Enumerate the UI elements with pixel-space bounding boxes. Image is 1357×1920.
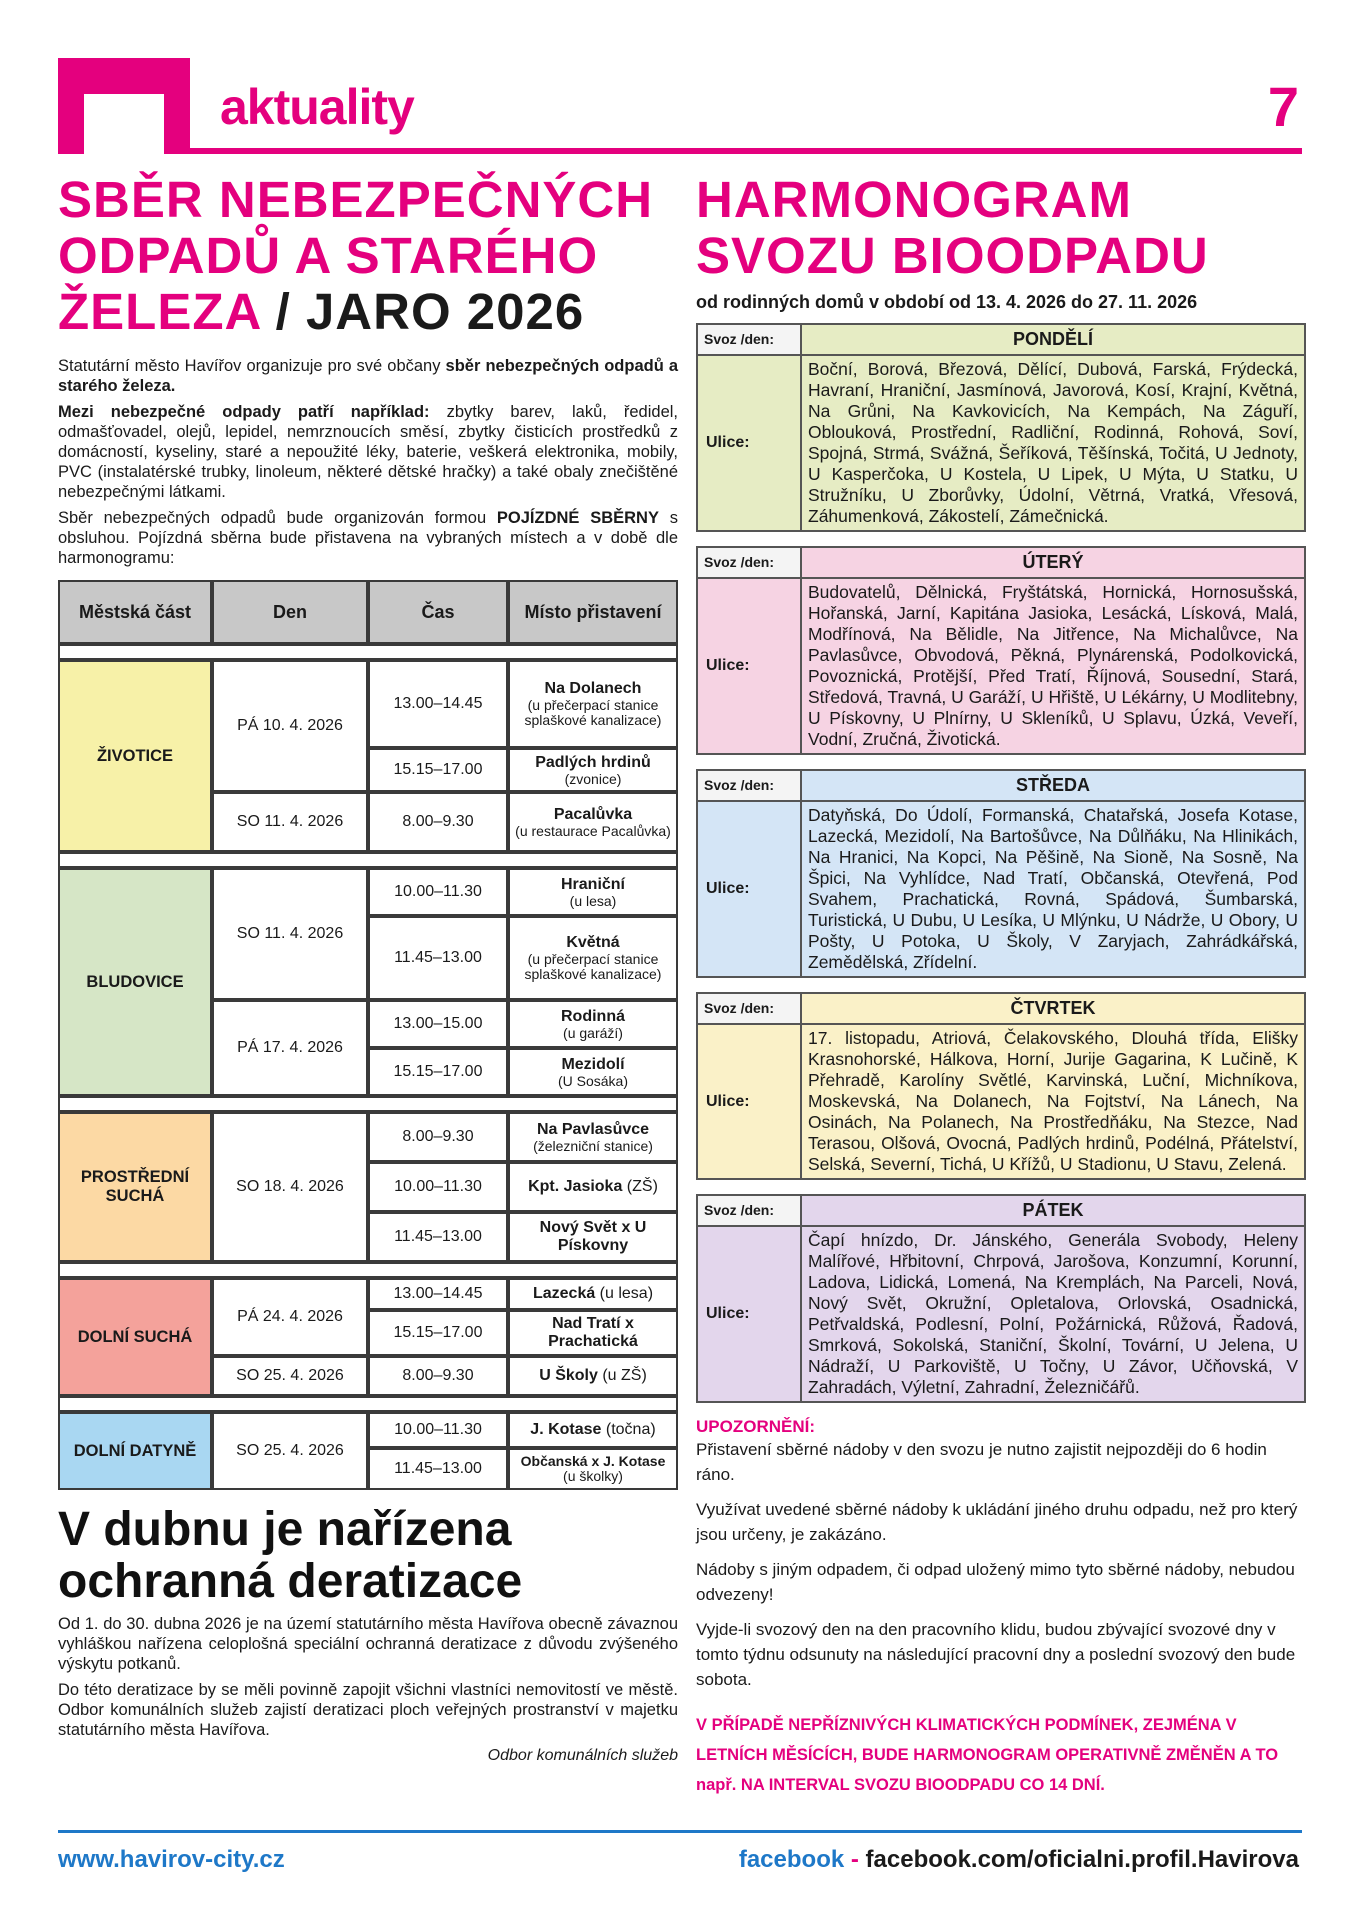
day-label: Svoz /den: [698, 994, 802, 1025]
place-cell [508, 1048, 678, 1096]
day-name-wednesday: STŘEDA [802, 771, 1304, 802]
warning-paragraph-1: Přistavení sběrné nádoby v den svozu je nutno zajistit nejpozději do 6 hodin ráno. [696, 1440, 1267, 1484]
place-name: Kpt. Jasioka [528, 1178, 623, 1195]
streets-monday: Boční, Borová, Březová, Dělící, Dubová, Farská, Frýdecká, Havraní, Hraniční, Jasmínová, Javorová, Kosí, Krajní, Květná, Na Grůni, Na Kavkovicích, Na Kempách, Na Záguří, Oblouková, Prostřední, Radliční, Rodinná, Rohová, Soví, Spojná, Strmá, Svážná, Šeříková, Těšínská, Točitá, U Jednoty, U Kasperčoka, U Kostela, U Lipek, U Mýta, U Statku, U Stružníku, U Zborůvky, Údolní, Větrná, Vratká, Vřesová, Záhumenková, Zákostelí, Zámečnická. [802, 356, 1304, 530]
intro-p2-bold: Mezi nebezpečné odpady patří například: [58, 403, 430, 421]
hazardous-title-line1: SBĚR NEBEZPEČNÝCH [58, 171, 654, 228]
district-prostredni-sucha: PROSTŘEDNÍ SUCHÁ [58, 1112, 212, 1262]
place-cell [508, 792, 678, 852]
place-detail: (zvonice) [564, 770, 622, 787]
place-detail: (U Sosáka) [557, 1072, 629, 1089]
streets-label: Ulice: [698, 356, 802, 530]
left-column [58, 172, 678, 1766]
page-number: 7 [1267, 75, 1299, 138]
bio-title-line2: SVOZU BIOODPADU [696, 227, 1209, 284]
place-detail: (u ZŠ) [597, 1367, 647, 1384]
footer-facebook [739, 1846, 1299, 1874]
streets-wednesday: Datyňská, Do Údolí, Formanská, Chatařská, Josefa Kotase, Lazecká, Mezidolí, Na Bartošůvce, Na Důlňáku, Na Hlinikách, Na Hranici, Na Kopci, Na Pěšině, Na Sioně, Na Sosně, Na Špici, Na Vyhlídce, Nad Tratí, Občanská, Otevřená, Pod Svahem, Prachatická, Rovná, Spádová, Šumbarská, Turistická, U Dubu, U Lesíka, U Mlýnku, U Nádrže, U Obory, U Pošty, U Potoka, U Školy, V Zaryjach, Zahrádkářská, Zemědělská, Zřídelní. [802, 802, 1304, 976]
hazardous-title-line3: ŽELEZA [58, 283, 261, 340]
place-cell: Nový Svět x U Pískovny [508, 1212, 678, 1262]
col-header-time: Čas [368, 580, 508, 644]
date-cell: SO 11. 4. 2026 [212, 868, 368, 1000]
place-detail: (železniční stanice) [533, 1137, 653, 1154]
streets-friday: Čapí hnízdo, Dr. Jánského, Generála Svobody, Heleny Malířové, Hřbitovní, Chrpová, Jarošova, Konzumní, Korunní, Ladova, Lidická, Lomená, Na Kremplách, Na Parceli, Nová, Nový Svět, Okružní, Opletalova, Orlovská, Osadnická, Petřvaldská, Podlesní, Polní, Požárnická, Růžová, Řadová, Smrková, Sokolská, Staniční, Školní, Tovární, U Jelena, U Nádraží, U Parkoviště, U Točny, U Závor, Učňovská, V Zahradách, Výletní, Zahradní, Železničářů. [802, 1227, 1304, 1401]
date-cell: SO 11. 4. 2026 [212, 792, 368, 852]
place-detail: (u školky) [563, 1468, 623, 1484]
day-name-thursday: ČTVRTEK [802, 994, 1304, 1025]
time-cell: 11.45–13.00 [368, 1212, 508, 1262]
facebook-link[interactable]: facebook.com/oficialni.profil.Havirova [865, 1846, 1299, 1873]
deratization-paragraph-2: Do této deratizace by se měli povinně zapojit všichni vlastníci nemovitostí ve městě. Odbor komunálních služeb zajistí deratizaci ploch veřejných prostranství v majetku statutárního města Havířova. [58, 1681, 678, 1739]
district-zivotice: ŽIVOTICE [58, 660, 212, 852]
schedule-friday [696, 1194, 1306, 1403]
day-label: Svoz /den: [698, 325, 802, 356]
place-name: Pacalůvka [553, 805, 633, 823]
table-row [58, 1112, 678, 1162]
deratization-title-line2: ochranná deratizace [58, 1555, 523, 1608]
time-cell: 13.00–15.00 [368, 1000, 508, 1048]
time-cell: 11.45–13.00 [368, 916, 508, 1000]
date-cell: SO 25. 4. 2026 [212, 1356, 368, 1396]
time-cell: 8.00–9.30 [368, 1112, 508, 1162]
time-cell: 15.15–17.00 [368, 748, 508, 792]
place-detail: (u restaurace Pacalůvka) [515, 822, 671, 839]
time-cell: 10.00–11.30 [368, 1412, 508, 1448]
time-cell: 11.45–13.00 [368, 1448, 508, 1490]
place-cell [508, 868, 678, 916]
place-name: Hraniční [560, 875, 625, 893]
place-cell [508, 1356, 678, 1396]
place-name: Občanská x J. Kotase [520, 1453, 666, 1469]
place-cell: Nad Tratí x Prachatická [508, 1310, 678, 1356]
time-cell: 15.15–17.00 [368, 1310, 508, 1356]
intro-p1-text: Statutární město Havířov organizuje pro své občany [58, 357, 446, 375]
right-column [696, 172, 1306, 1800]
place-cell [508, 1412, 678, 1448]
schedule-tuesday [696, 546, 1306, 755]
place-detail: (u lesa) [595, 1285, 654, 1302]
day-label: Svoz /den: [698, 548, 802, 579]
date-cell: SO 18. 4. 2026 [212, 1112, 368, 1262]
time-cell: 13.00–14.45 [368, 660, 508, 748]
bio-title [696, 172, 1306, 284]
table-row [58, 1278, 678, 1310]
intro-paragraph-2 [58, 402, 678, 502]
place-name: Mezidolí [561, 1055, 625, 1073]
col-header-place: Místo přistavení [508, 580, 678, 644]
footer-rule [58, 1830, 1302, 1833]
section-logo-notch [84, 94, 164, 154]
place-cell [508, 1112, 678, 1162]
deratization-text [58, 1614, 678, 1766]
hazardous-title [58, 172, 678, 340]
day-name-tuesday: ÚTERÝ [802, 548, 1304, 579]
place-detail: (u lesa) [569, 892, 617, 909]
schedule-thursday [696, 992, 1306, 1180]
deratization-title [58, 1504, 678, 1608]
time-cell: 13.00–14.45 [368, 1278, 508, 1310]
warning-paragraph-4: Vyjde-li svozový den na den pracovního klidu, budou zbývající svozové dny v tomto týdnu odsunuty na následující pracovní dny a poslední svozový den bude sobota. [696, 1620, 1296, 1689]
intro-p1-bold: sběr nebezpečných odpadů a starého železa. [58, 357, 679, 395]
place-cell [508, 916, 678, 1000]
schedule-wednesday [696, 769, 1306, 978]
time-cell: 10.00–11.30 [368, 868, 508, 916]
bio-title-line1: HARMONOGRAM [696, 171, 1132, 228]
place-cell [508, 660, 678, 748]
streets-tuesday: Budovatelů, Dělnická, Fryštátská, Hornická, Hornosušská, Hořanská, Jarní, Kapitána Jasioka, Lesácká, Lísková, Malá, Modřínová, Na Bělidle, Na Jitřence, Na Michalůvce, Na Pavlasůvce, Obvodová, Pěkná, Plynárenská, Podolkovická, Povoznická, Protější, Před Tratí, Říjnová, Sousední, Stará, Středová, Travná, U Garáží, U Hřiště, U Lékárny, U Modlitebny, U Pískovny, U Plnírny, U Skleníků, U Splavu, Úzká, Veveří, Vodní, Zručná, Životická. [802, 579, 1304, 753]
place-detail: (u přečerpací stanice splaškové kanalizace) [524, 697, 662, 728]
weather-notice: V PŘÍPADĚ NEPŘÍZNIVÝCH KLIMATICKÝCH PODMÍNEK, ZEJMÉNA V LETNÍCH MĚSÍCÍCH, BUDE HARMONOGRAM OPERATIVNĚ ZMĚNĚN A TO např. NA INTERVAL SVOZU BIOODPADU CO 14 DNÍ. [696, 1716, 1279, 1794]
warning-title: UPOZORNĚNÍ: [696, 1417, 815, 1436]
place-detail: (u přečerpací stanice splaškové kanalizace) [524, 951, 662, 982]
section-title: aktuality [220, 79, 414, 135]
place-cell [508, 1448, 678, 1490]
date-cell: SO 25. 4. 2026 [212, 1412, 368, 1490]
streets-thursday: 17. listopadu, Atriová, Čelakovského, Dlouhá třída, Elišky Krasnohorské, Hálkova, Horní, Jurije Gagarina, K Lučině, K Přehradě, Karolíny Světlé, Karvinská, Luční, Michníkova, Moskevská, Na Dolanech, Na Fojtství, Na Lánech, Na Osinách, Na Polanech, Na Prostředňáku, Na Stezce, Nad Terasou, Olšová, Ovocná, Padlých hrdinů, Podélná, Přátelství, Selská, Severní, Tichá, U Křížů, U Stadionu, U Stavu, Zelená. [802, 1025, 1304, 1178]
deratization-paragraph-1: Od 1. do 30. dubna 2026 je na území statutárního města Havířova obecně závaznou vyhláškou nařízena celoplošná speciální ochranná deratizace z důvodu zvýšeného výskytu potkanů. [58, 1615, 678, 1673]
district-dolni-datyne: DOLNÍ DATYNĚ [58, 1412, 212, 1490]
district-bludovice: BLUDOVICE [58, 868, 212, 1096]
table-row [58, 868, 678, 916]
place-cell [508, 1162, 678, 1212]
intro-paragraph-1 [58, 356, 678, 396]
collection-schedule-table [58, 580, 678, 1490]
place-name: U Školy [539, 1367, 598, 1384]
streets-label: Ulice: [698, 579, 802, 753]
day-label: Svoz /den: [698, 1196, 802, 1227]
date-cell: PÁ 10. 4. 2026 [212, 660, 368, 792]
date-cell: PÁ 24. 4. 2026 [212, 1278, 368, 1356]
warning-paragraph-3: Nádoby s jiným odpadem, či odpad uložený mimo tyto sběrné nádoby, nebudou odvezeny! [696, 1560, 1295, 1604]
table-row [58, 1412, 678, 1448]
day-name-friday: PÁTEK [802, 1196, 1304, 1227]
table-row [58, 660, 678, 748]
place-name: Na Pavlasůvce [536, 1120, 650, 1138]
place-name: Lazecká [532, 1285, 596, 1302]
place-cell [508, 1278, 678, 1310]
streets-label: Ulice: [698, 1227, 802, 1401]
bio-warning [696, 1417, 1306, 1800]
intro-p3-text: Sběr nebezpečných odpadů bude organizován formou [58, 509, 497, 527]
intro-p3-bold: POJÍZDNÉ SBĚRNY [496, 509, 659, 527]
place-detail: (točna) [601, 1421, 656, 1438]
day-label: Svoz /den: [698, 771, 802, 802]
col-header-part: Městská část [58, 580, 212, 644]
hazardous-title-suffix: / JARO 2026 [260, 283, 585, 340]
place-name: Padlých hrdinů [535, 753, 651, 771]
place-detail: (u garáží) [563, 1024, 623, 1041]
warning-paragraph-2: Využívat uvedené sběrné nádoby k ukládání jiného druhu odpadu, než pro který jsou určeny, je zakázáno. [696, 1500, 1298, 1544]
deratization-title-line1: V dubnu je nařízena [58, 1503, 512, 1556]
place-name: Na Dolanech [544, 680, 642, 697]
district-dolni-sucha: DOLNÍ SUCHÁ [58, 1278, 212, 1396]
schedule-monday [696, 323, 1306, 532]
place-cell [508, 748, 678, 792]
facebook-separator: - [844, 1846, 866, 1873]
bio-period: od rodinných domů v období od 13. 4. 2026 do 27. 11. 2026 [696, 292, 1198, 312]
streets-label: Ulice: [698, 1025, 802, 1178]
table-header-row [58, 580, 678, 644]
place-name: Květná [566, 934, 620, 951]
time-cell: 8.00–9.30 [368, 1356, 508, 1396]
facebook-label: facebook [738, 1846, 845, 1873]
intro-p2-text: zbytky barev, laků, ředidel, odmašťovadel, olejů, lepidel, nemrznoucích směsí, zbytky čisticích prostředků z domácností, kyseliny, staré a nepoužité léky, baterie, veškerá elektronika, mobily, PVC (instalatérské trubky, linoleum, některé dětské hračky) a také obaly znečištěné nebezpečnými látkami. [58, 403, 678, 501]
col-header-day: Den [212, 580, 368, 644]
place-name: Rodinná [561, 1007, 625, 1025]
time-cell: 15.15–17.00 [368, 1048, 508, 1096]
place-name: J. Kotase [530, 1421, 602, 1438]
deratization-signature: Odbor komunálních služeb [487, 1747, 678, 1764]
header-rule [190, 148, 1302, 154]
time-cell: 8.00–9.30 [368, 792, 508, 852]
date-cell: PÁ 17. 4. 2026 [212, 1000, 368, 1096]
day-name-monday: PONDĚLÍ [802, 325, 1304, 356]
intro-paragraph-3 [58, 508, 678, 568]
hazardous-title-line2: ODPADŮ A STARÉHO [58, 227, 599, 284]
time-cell: 10.00–11.30 [368, 1162, 508, 1212]
streets-label: Ulice: [698, 802, 802, 976]
intro-p3-text2: s obsluhou. Pojízdná sběrna bude přistavena na vybraných místech a v době dle harmonogramu: [58, 509, 678, 567]
footer-website-link[interactable]: www.havirov-city.cz [58, 1846, 285, 1873]
hazardous-intro [58, 356, 678, 568]
place-detail: (ZŠ) [622, 1178, 658, 1195]
place-cell [508, 1000, 678, 1048]
